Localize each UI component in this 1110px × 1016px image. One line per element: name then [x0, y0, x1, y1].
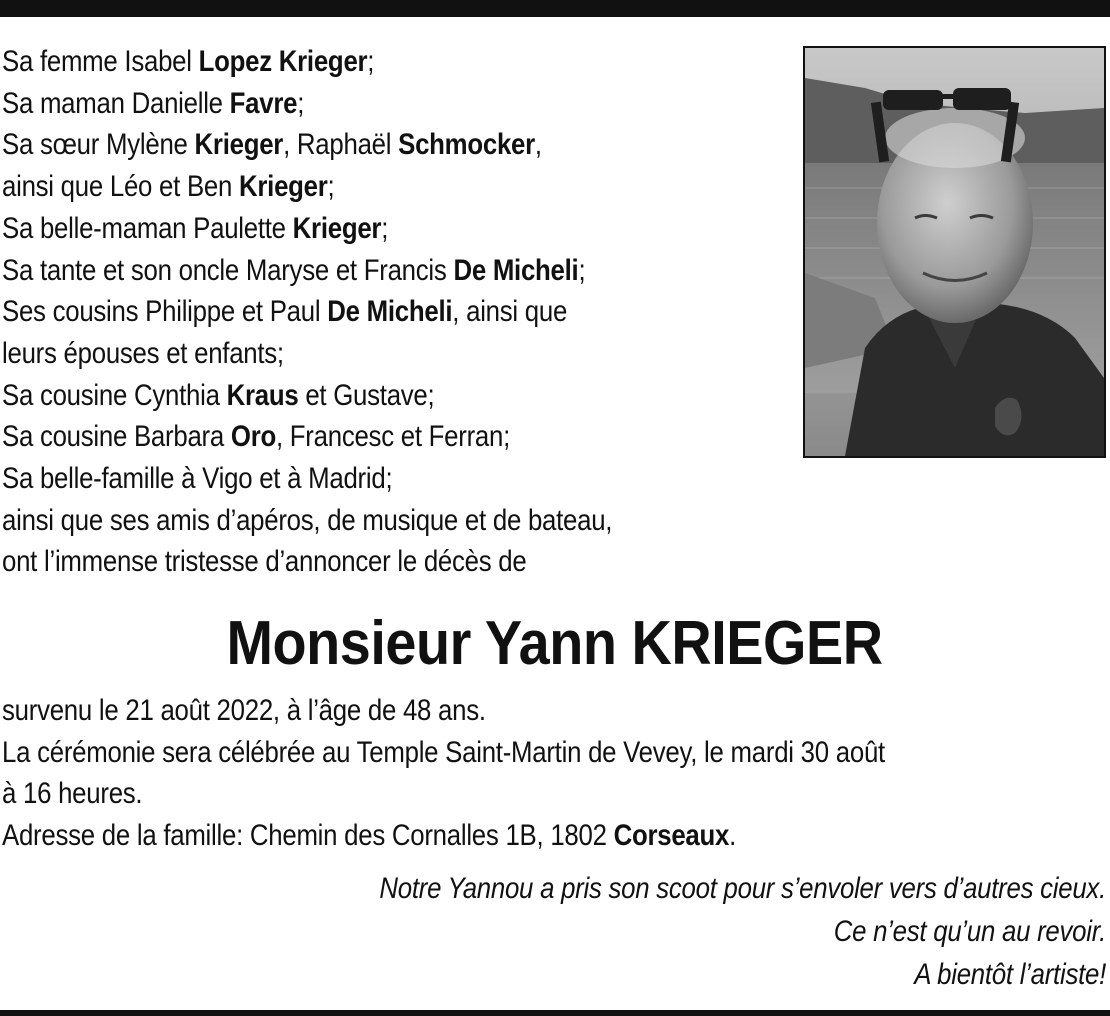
family-address-line — [2, 815, 1086, 857]
family-text: Sa tante et son oncle Maryse et Francis — [2, 253, 454, 287]
family-surname: Krieger — [194, 128, 284, 162]
family-line — [2, 41, 690, 83]
family-text: Sa maman Danielle — [2, 86, 230, 120]
family-line — [2, 250, 690, 292]
family-surname: Kraus — [226, 378, 299, 412]
family-surname: Oro — [230, 420, 276, 454]
family-line — [2, 416, 690, 458]
family-line — [2, 208, 690, 250]
family-surname: Lopez Krieger — [198, 45, 368, 78]
family-text: leurs épouses et enfants; — [2, 336, 284, 370]
details-block — [2, 690, 1086, 856]
family-text: ainsi que Léo et Ben — [2, 170, 240, 204]
family-text: ont l’immense tristesse d’annoncer le décès de — [2, 545, 527, 579]
family-surname: Krieger — [292, 211, 382, 245]
family-text: ; — [327, 170, 335, 204]
ceremony-line-2: à 16 heures. — [2, 777, 143, 810]
bottom-rule — [0, 1010, 1110, 1016]
family-text: Sa belle-maman Paulette — [2, 211, 293, 245]
family-text: ainsi que ses amis d’apéros, de musique et de bateau, — [2, 503, 613, 537]
death-date-line: survenu le 21 août 2022, à l’âge de 48 ans. — [2, 694, 486, 727]
family-surname: De Micheli — [327, 295, 453, 329]
family-line — [2, 458, 690, 500]
family-text: Ses cousins Philippe et Paul — [2, 295, 328, 329]
family-line — [2, 500, 690, 542]
family-text: ; — [297, 86, 305, 120]
family-text: Sa sœur Mylène — [2, 128, 195, 162]
deceased-name — [0, 602, 1110, 686]
motto-line-3: A bientôt l’artiste! — [914, 958, 1106, 991]
family-line — [2, 124, 690, 166]
family-text: ; — [381, 211, 389, 245]
closing-motto — [14, 867, 1106, 996]
family-text: Sa femme Isabel — [2, 45, 199, 78]
family-line — [2, 166, 690, 208]
family-text: Sa cousine Cynthia — [2, 378, 227, 412]
motto-line-1: Notre Yannou a pris son scoot pour s’envoler vers d’autres cieux. — [379, 872, 1106, 905]
family-surname: Krieger — [239, 170, 328, 204]
family-text: , — [534, 128, 542, 162]
address-town: Corseaux — [613, 818, 730, 852]
family-surname: Favre — [229, 86, 298, 120]
family-surname: De Micheli — [453, 253, 579, 287]
family-text: Sa cousine Barbara — [2, 420, 231, 454]
family-line — [2, 83, 690, 125]
family-text: , ainsi que — [452, 295, 568, 329]
family-text: et Gustave; — [298, 378, 435, 412]
family-text: , Raphaël — [283, 128, 399, 162]
portrait-photo — [803, 46, 1106, 458]
address-prefix: Adresse de la famille: Chemin des Cornalles 1B, 1802 — [2, 818, 614, 852]
deceased-name-text: Monsieur Yann KRIEGER — [226, 609, 884, 678]
family-line — [2, 333, 690, 375]
family-text: Sa belle-famille à Vigo et à Madrid; — [2, 462, 393, 496]
ceremony-line-1: La cérémonie sera célébrée au Temple Saint-Martin de Vevey, le mardi 30 août — [2, 735, 885, 769]
address-suffix: . — [729, 818, 737, 852]
family-surname: Schmocker — [398, 128, 535, 162]
family-line — [2, 541, 690, 583]
family-line — [2, 291, 690, 333]
top-rule — [0, 0, 1110, 17]
family-text: ; — [578, 253, 586, 287]
family-line — [2, 375, 690, 417]
family-text: , Francesc et Ferran; — [275, 420, 511, 454]
family-list — [2, 41, 690, 583]
family-text: ; — [367, 45, 375, 78]
motto-line-2: Ce n’est qu’un au revoir. — [833, 915, 1106, 948]
